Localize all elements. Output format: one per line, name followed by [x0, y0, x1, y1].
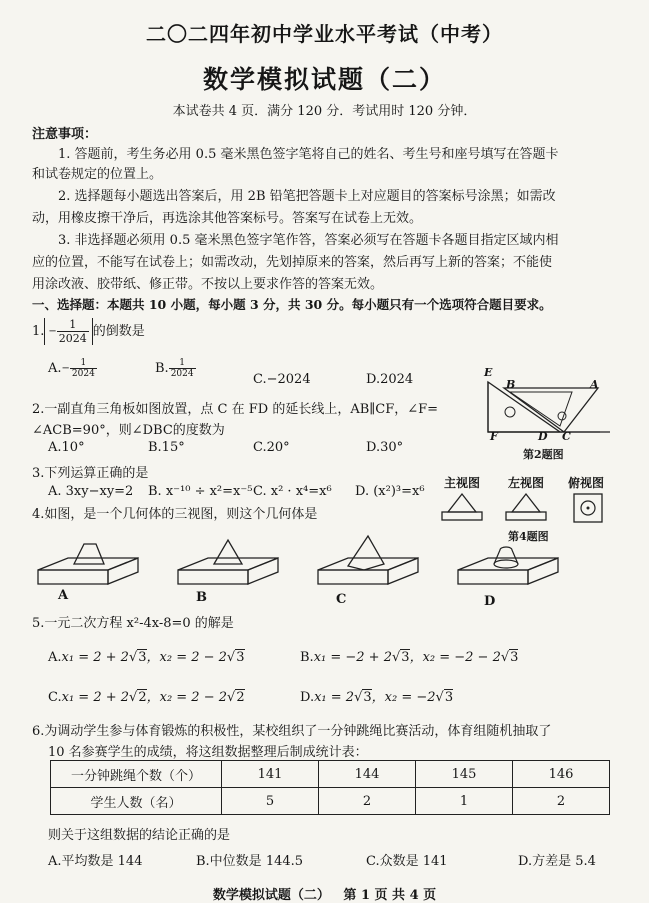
solid-label-c: C — [336, 592, 347, 607]
option-b — [155, 358, 196, 379]
equation-part: x₁ = 2 + 2 — [61, 690, 130, 705]
option-d: D.方差是 5.4 — [518, 854, 596, 869]
point-label-d: D — [538, 430, 548, 443]
option-c: C.−2024 — [253, 372, 311, 387]
paper-info: 本试卷共 4 页．满分 120 分．考试用时 120 分钟． — [172, 104, 477, 119]
radicand: 3 — [444, 690, 454, 705]
table-cell: 2 — [513, 788, 610, 815]
option-label: B. — [155, 361, 169, 376]
notice-heading: 注意事项： — [32, 127, 98, 142]
table-cell: 5 — [222, 788, 319, 815]
option-c: C.众数是 141 — [366, 854, 448, 869]
row-header: 一分钟跳绳个数（个） — [51, 761, 222, 788]
option-b: B.x₁ = −2 + 2√3，x₂ = −2 − 2√3 — [300, 650, 519, 665]
option-a: A.10° — [48, 440, 85, 455]
option-c: C.x₁ = 2 + 2√2，x₂ = 2 − 2√2 — [48, 690, 245, 705]
solid-label-a: A — [58, 588, 69, 603]
notice-line: 动，用橡皮擦干净后，再选涂其他答案标号。答案写在试卷上无效。 — [32, 211, 423, 226]
score-table — [50, 760, 610, 815]
point-label-e: E — [484, 366, 493, 379]
exam-title: 二〇二四年初中学业水平考试（中考） — [146, 22, 503, 46]
table-cell: 145 — [416, 761, 513, 788]
question-6-line2: 10 名参赛学生的成绩，将这组数据整理后制成统计表： — [48, 745, 368, 760]
point-label-a: A — [590, 378, 599, 391]
notice-line: 应的位置，不能写在试卷上；如需改动，先划掉原来的答案，然后再写上新的答案；不能使 — [32, 255, 553, 270]
radicand: 2 — [138, 690, 147, 705]
question-3: 3.下列运算正确的是 — [32, 466, 149, 481]
fraction-numerator: 1 — [70, 358, 97, 369]
question-number: 1. — [32, 324, 45, 339]
top-view-label: 俯视图 — [568, 476, 605, 490]
option-a — [48, 358, 97, 379]
option-d: D. (x²)³=x⁶ — [355, 484, 425, 499]
option-a: A.平均数是 144 — [48, 854, 143, 869]
row-header: 学生人数（名） — [51, 788, 222, 815]
option-d: D.2024 — [366, 372, 414, 387]
equation-part: x₁ = −2 + 2 — [313, 650, 392, 665]
option-label: B. — [300, 650, 314, 665]
equation-part: ，x₂ = 2 − 2 — [146, 650, 227, 665]
option-b: B.中位数是 144.5 — [196, 854, 304, 869]
radicand: 2 — [236, 690, 245, 705]
option-label: C. — [48, 690, 62, 705]
equation-part: x₁ = 2 + 2 — [61, 650, 129, 665]
notice-line: 和试卷规定的位置上。 — [32, 167, 163, 182]
question-4: 4.如图，是一个几何体的三视图，则这个几何体是 — [32, 507, 318, 522]
fraction-denominator: 2024 — [170, 369, 194, 379]
front-view-label: 主视图 — [444, 476, 481, 490]
question-stem: 的倒数是 — [92, 324, 145, 339]
notice-line: 用涂改液、胶带纸、修正带。不按以上要求作答的答案无效。 — [32, 277, 384, 292]
equation-part: ，x₂ = −2 — [371, 690, 436, 705]
table-row — [51, 761, 610, 788]
radicand: 3 — [510, 650, 519, 665]
three-views-figure — [440, 490, 620, 530]
fraction-numerator: 1 — [169, 358, 196, 369]
side-view-label: 左视图 — [508, 476, 545, 490]
section-heading: 一、选择题：本题共 10 小题，每小题 3 分，共 30 分。每小题只有一个选项符合题目要求。 — [32, 297, 552, 312]
radicand: 3 — [236, 650, 245, 665]
solids-figure — [38, 540, 638, 600]
triangle-figure — [480, 368, 620, 443]
point-label-c: C — [562, 430, 571, 443]
equation-part: ，x₂ = −2 − 2 — [409, 650, 501, 665]
minus-sign: − — [61, 363, 70, 374]
question-5: 5.一元二次方程 x²-4x-8=0 的解是 — [32, 616, 234, 631]
equation-part: x₁ = 2 — [314, 690, 355, 705]
table-cell: 1 — [416, 788, 513, 815]
radicand: 3 — [363, 690, 372, 705]
solid-label-d: D — [484, 594, 496, 609]
question-6-line1: 6.为调动学生参与体育锻炼的积极性，某校组织了一分钟跳绳比赛活动，体育组随机抽取了 — [32, 724, 552, 739]
paper-title: 数学模拟试题（二） — [202, 65, 446, 94]
option-c: C.20° — [253, 440, 290, 455]
absolute-value: − $\frac{1}{2024}$ — [44, 318, 92, 345]
question-6-conclusion: 则关于这组数据的结论正确的是 — [48, 828, 231, 843]
option-a: A. 3xy−xy=2 — [48, 484, 134, 499]
table-cell: 146 — [513, 761, 610, 788]
notice-line: 1. 答题前，考生务必用 0.5 毫米黑色签字笔将自己的姓名、考生号和座号填写在答题卡 — [58, 147, 559, 162]
fraction-denominator: 2024 — [71, 369, 95, 379]
radicand: 3 — [401, 650, 410, 665]
page-footer: 数学模拟试题（二） 第 1 页 共 4 页 — [212, 888, 437, 903]
table-cell: 2 — [319, 788, 416, 815]
figure-caption: 第4题图 — [508, 530, 549, 543]
option-label: D. — [300, 690, 315, 705]
notice-line: 3. 非选择题必须用 0.5 毫米黑色签字笔作答，答案必须写在答题卡各题目指定区域内相 — [58, 233, 559, 248]
option-b: B. x⁻¹⁰ ÷ x²=x⁻⁵ — [148, 484, 253, 499]
solid-label-b: B — [196, 590, 207, 605]
option-d: D.x₁ = 2√3，x₂ = −2√3 — [300, 690, 454, 705]
equation-part: ，x₂ = 2 − 2 — [146, 690, 228, 705]
radicand: 3 — [138, 650, 147, 665]
fraction-denominator: 2024 — [58, 332, 87, 345]
option-c: C. x² · x⁴=x⁶ — [253, 484, 332, 499]
notice-line: 2. 选择题每小题选出答案后，用 2B 铅笔把答题卡上对应题目的答案标号涂黑；如需改 — [58, 189, 556, 204]
option-a: A.x₁ = 2 + 2√3，x₂ = 2 − 2√3 — [48, 650, 245, 665]
point-label-f: F — [490, 430, 498, 443]
question-2-line1: 2.一副直角三角板如图放置，点 C 在 FD 的延长线上，AB∥CF，∠F= — [32, 402, 439, 417]
fraction-numerator: 1 — [57, 318, 89, 332]
question-1 — [32, 318, 145, 345]
option-d: D.30° — [366, 440, 404, 455]
figure-caption: 第2题图 — [523, 448, 564, 461]
table-row — [51, 788, 610, 815]
option-label: A. — [48, 650, 62, 665]
table-cell: 141 — [222, 761, 319, 788]
table-cell: 144 — [319, 761, 416, 788]
point-label-b: B — [506, 378, 516, 391]
option-label: A. — [48, 361, 62, 376]
question-2-line2: ∠ACB=90°，则∠DBC的度数为 — [32, 423, 225, 438]
option-b: B.15° — [148, 440, 185, 455]
